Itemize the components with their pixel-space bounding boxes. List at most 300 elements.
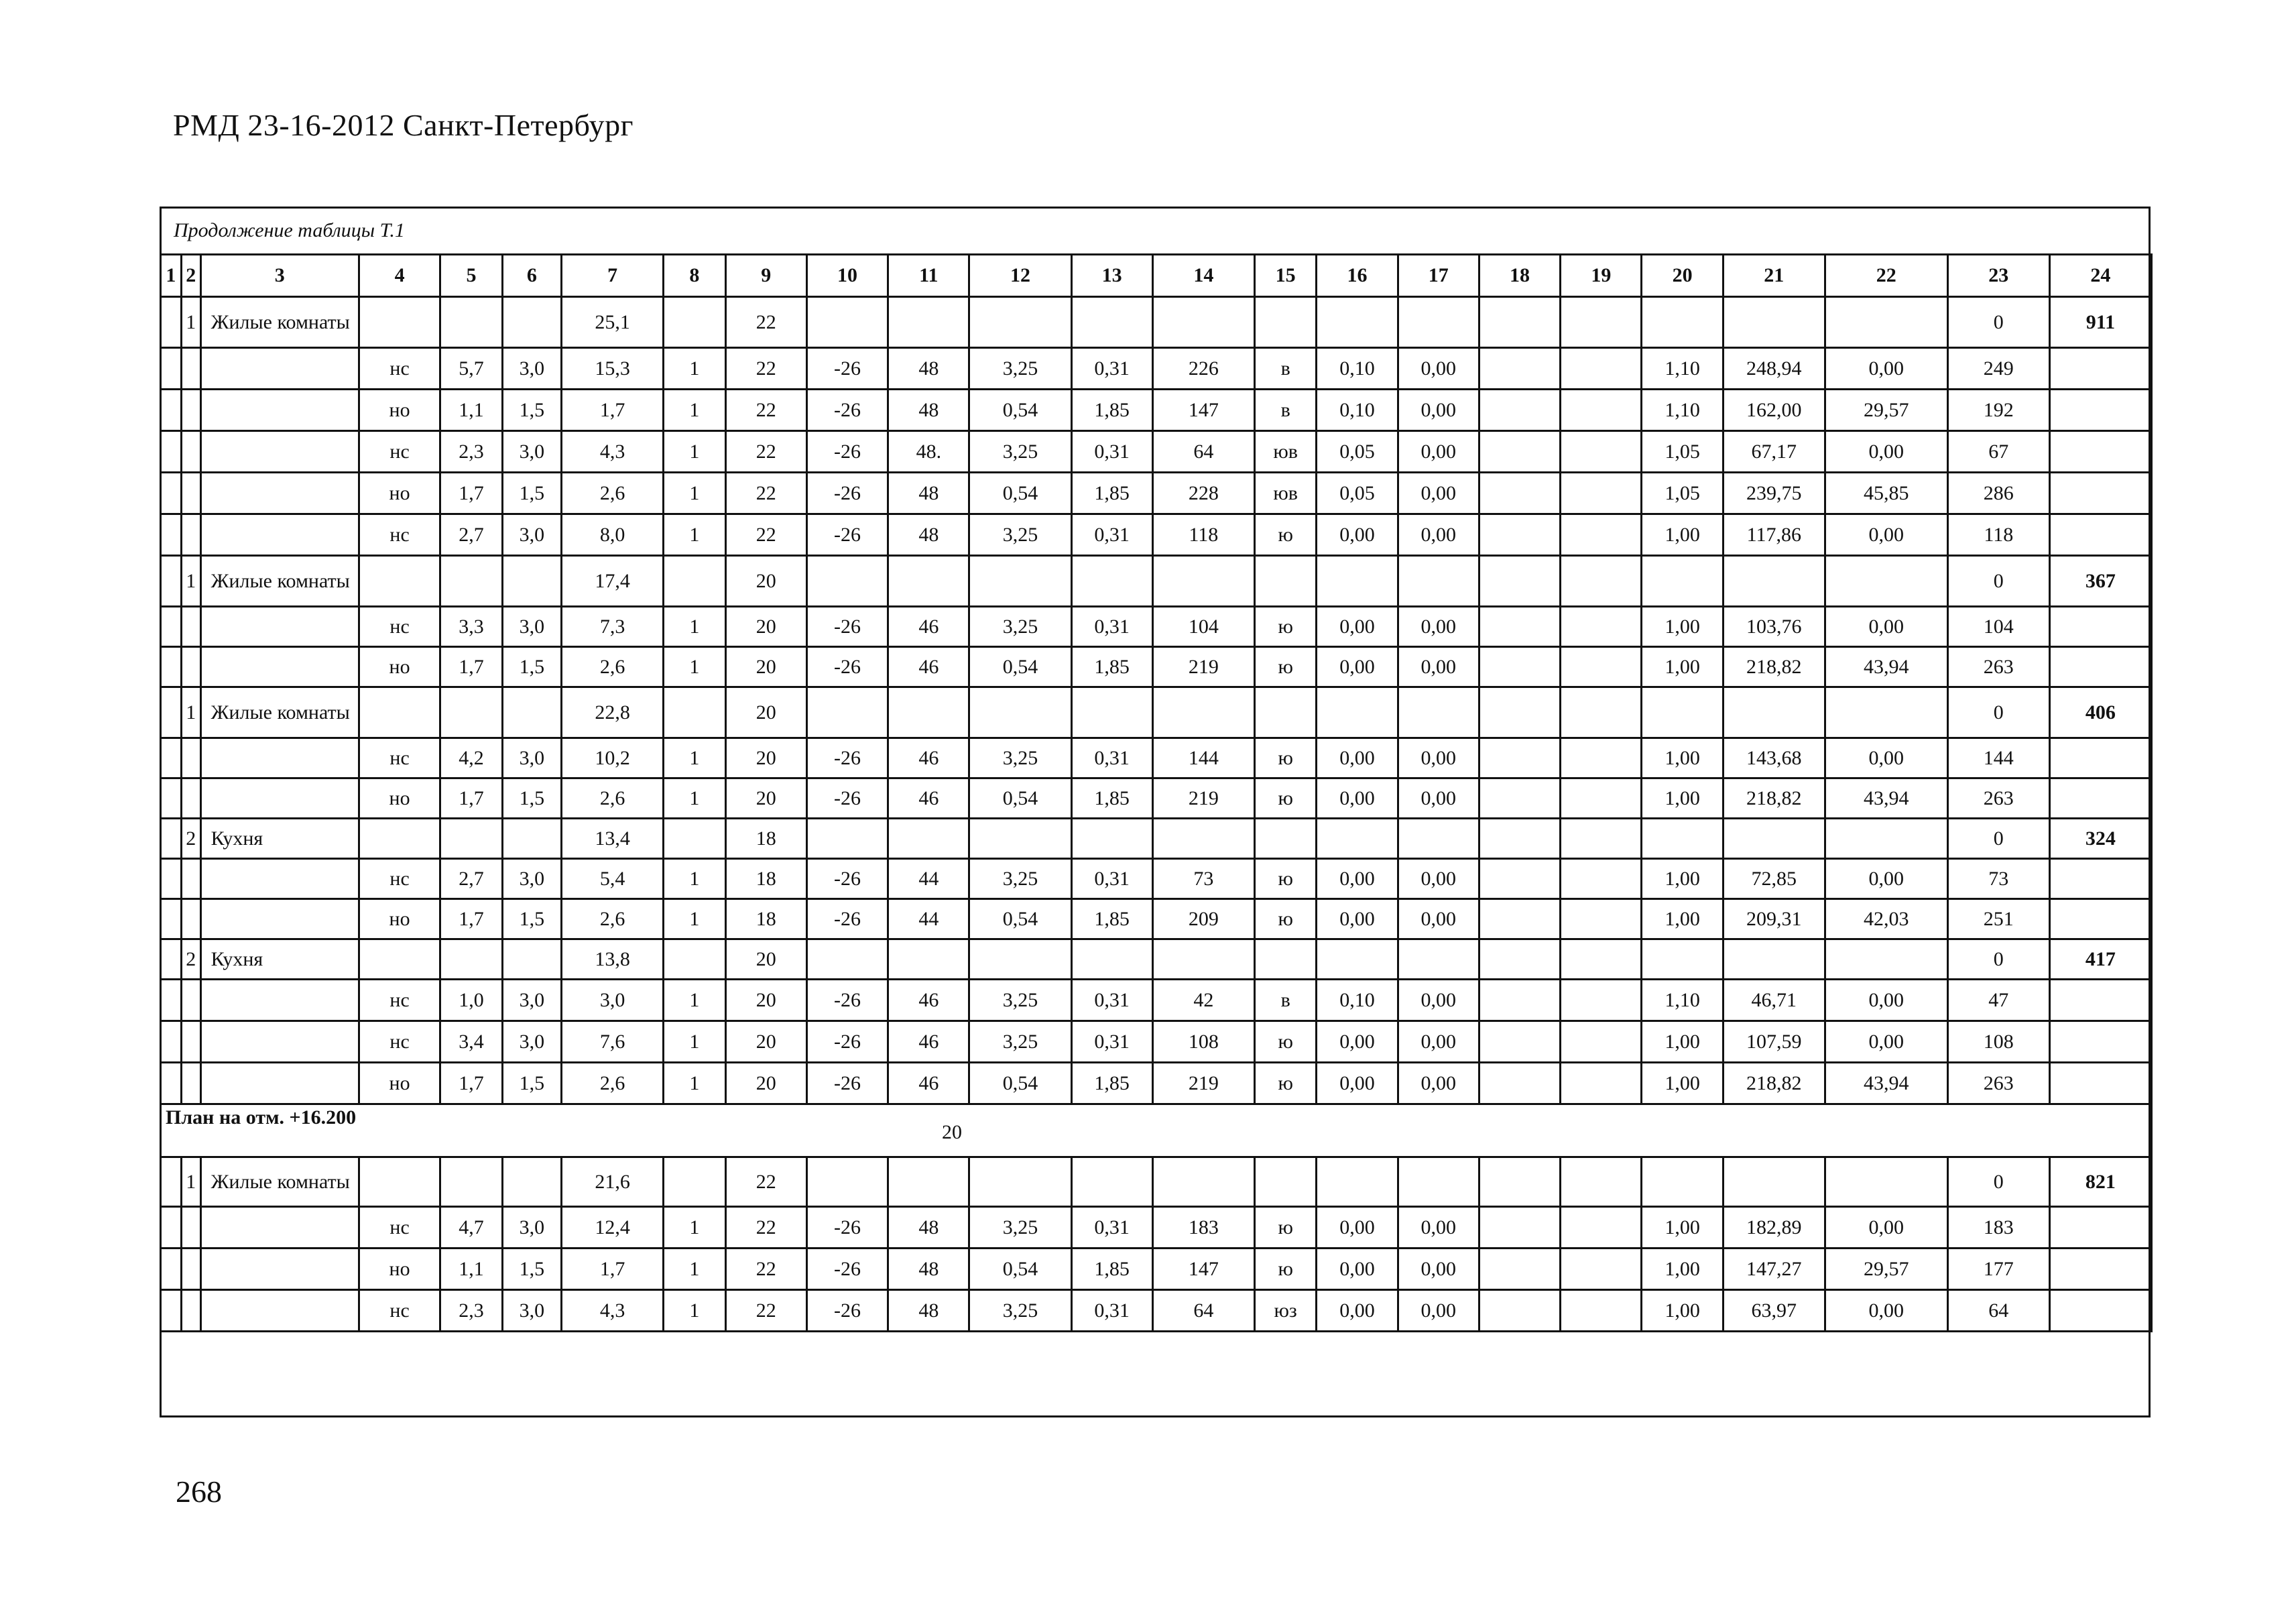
table-cell: 1,7 bbox=[440, 778, 502, 819]
table-row bbox=[161, 819, 2152, 859]
table-cell: 218,82 bbox=[1723, 647, 1825, 687]
table-cell: 0,00 bbox=[1398, 647, 1479, 687]
table-cell bbox=[181, 431, 200, 473]
table-cell: юв bbox=[1254, 473, 1316, 514]
table-cell: 1 bbox=[664, 647, 725, 687]
table-cell bbox=[161, 939, 182, 980]
table-cell: 20 bbox=[1642, 255, 1723, 297]
table-cell: 18 bbox=[725, 819, 806, 859]
table-cell: 12,4 bbox=[562, 1207, 664, 1249]
table-cell bbox=[161, 297, 182, 348]
table-cell: 209 bbox=[1152, 899, 1254, 939]
table-cell: 18 bbox=[725, 859, 806, 899]
table-cell: 0,31 bbox=[1071, 738, 1152, 778]
table-cell bbox=[200, 390, 359, 431]
table-cell: 1 bbox=[664, 899, 725, 939]
table-cell bbox=[1561, 297, 1642, 348]
table-cell bbox=[181, 738, 200, 778]
table-cell: -26 bbox=[806, 899, 888, 939]
table-cell: 3,0 bbox=[502, 1290, 561, 1332]
table-cell bbox=[502, 1157, 561, 1207]
table-cell: 2,6 bbox=[562, 1063, 664, 1104]
table-cell bbox=[1398, 819, 1479, 859]
table-cell: 0,00 bbox=[1317, 607, 1398, 647]
table-cell bbox=[1561, 1290, 1642, 1332]
table-cell: 104 bbox=[1947, 607, 2049, 647]
table-cell bbox=[1825, 297, 1947, 348]
table-cell: ю bbox=[1254, 1021, 1316, 1063]
table-cell bbox=[1317, 556, 1398, 607]
table-cell bbox=[1254, 939, 1316, 980]
table-cell: -26 bbox=[806, 738, 888, 778]
table-cell: 3 bbox=[200, 255, 359, 297]
table-cell: 2,6 bbox=[562, 473, 664, 514]
table-cell bbox=[161, 1021, 182, 1063]
table-cell: 219 bbox=[1152, 647, 1254, 687]
table-cell bbox=[502, 297, 561, 348]
table-cell bbox=[161, 1157, 182, 1207]
table-cell: ю bbox=[1254, 899, 1316, 939]
table-cell bbox=[1317, 687, 1398, 738]
table-cell: 1,85 bbox=[1071, 647, 1152, 687]
table-cell: 0,31 bbox=[1071, 859, 1152, 899]
table-cell: 3,0 bbox=[502, 1021, 561, 1063]
table-cell bbox=[888, 556, 969, 607]
table-cell: 46 bbox=[888, 1063, 969, 1104]
table-cell bbox=[200, 1290, 359, 1332]
table-cell: 1 bbox=[664, 980, 725, 1021]
table-cell: 46 bbox=[888, 980, 969, 1021]
table-cell bbox=[161, 1290, 182, 1332]
table-cell: 1,00 bbox=[1642, 607, 1723, 647]
table-cell bbox=[1723, 939, 1825, 980]
table-cell bbox=[161, 819, 182, 859]
table-cell: 0,00 bbox=[1317, 899, 1398, 939]
table-cell: 1,5 bbox=[502, 778, 561, 819]
table-cell bbox=[359, 687, 440, 738]
table-cell bbox=[1561, 473, 1642, 514]
table-cell: 218,82 bbox=[1723, 1063, 1825, 1104]
table-cell: 1,00 bbox=[1642, 647, 1723, 687]
table-cell: но bbox=[359, 473, 440, 514]
table-cell bbox=[200, 980, 359, 1021]
table-cell: 43,94 bbox=[1825, 1063, 1947, 1104]
table-cell: 218,82 bbox=[1723, 778, 1825, 819]
table-cell: нс bbox=[359, 1207, 440, 1249]
table-cell bbox=[1479, 390, 1560, 431]
table-cell bbox=[2049, 514, 2151, 556]
table-cell: 1,7 bbox=[440, 473, 502, 514]
table-cell bbox=[1071, 819, 1152, 859]
table-cell: 821 bbox=[2049, 1157, 2151, 1207]
table-cell bbox=[1479, 556, 1560, 607]
table-cell: 2,7 bbox=[440, 859, 502, 899]
table-cell: 263 bbox=[1947, 647, 2049, 687]
table-cell: 144 bbox=[1152, 738, 1254, 778]
table-cell bbox=[1398, 687, 1479, 738]
table-cell bbox=[2049, 390, 2151, 431]
table-cell bbox=[1561, 607, 1642, 647]
table-cell: 2,6 bbox=[562, 778, 664, 819]
table-cell bbox=[1642, 687, 1723, 738]
table-cell: Жилые комнаты bbox=[200, 687, 359, 738]
table-cell: 3,0 bbox=[502, 980, 561, 1021]
table-cell: 48 bbox=[888, 1290, 969, 1332]
table-cell bbox=[806, 1157, 888, 1207]
table-cell bbox=[664, 556, 725, 607]
table-cell: 1 bbox=[664, 859, 725, 899]
table-row bbox=[161, 859, 2152, 899]
table-cell: 0,54 bbox=[969, 1063, 1071, 1104]
table-cell bbox=[1825, 556, 1947, 607]
table-cell: нс bbox=[359, 1021, 440, 1063]
table-cell: 1 bbox=[664, 390, 725, 431]
table-cell bbox=[1561, 687, 1642, 738]
table-cell bbox=[1152, 939, 1254, 980]
table-row bbox=[161, 1063, 2152, 1104]
table-cell: нс bbox=[359, 859, 440, 899]
table-cell: 42,03 bbox=[1825, 899, 1947, 939]
table-cell: 7,3 bbox=[562, 607, 664, 647]
table-cell bbox=[181, 473, 200, 514]
table-cell bbox=[200, 607, 359, 647]
table-cell: 0,00 bbox=[1317, 778, 1398, 819]
table-cell: 4,3 bbox=[562, 431, 664, 473]
table-cell: 0,54 bbox=[969, 1249, 1071, 1290]
table-cell: в bbox=[1254, 348, 1316, 390]
table-cell: 1 bbox=[181, 687, 200, 738]
table-cell: 0,00 bbox=[1825, 738, 1947, 778]
table-cell: в bbox=[1254, 980, 1316, 1021]
table-cell: в bbox=[1254, 390, 1316, 431]
table-cell: 1,00 bbox=[1642, 1021, 1723, 1063]
table-cell: 4,3 bbox=[562, 1290, 664, 1332]
table-cell: 367 bbox=[2049, 556, 2151, 607]
table-cell bbox=[1561, 647, 1642, 687]
table-cell bbox=[1561, 431, 1642, 473]
table-cell: 1,00 bbox=[1642, 778, 1723, 819]
table-cell: -26 bbox=[806, 348, 888, 390]
table-cell bbox=[1071, 687, 1152, 738]
table-cell bbox=[2049, 778, 2151, 819]
table-cell: 13 bbox=[1071, 255, 1152, 297]
table-cell: но bbox=[359, 778, 440, 819]
table-cell bbox=[200, 348, 359, 390]
table-row bbox=[161, 1021, 2152, 1063]
table-cell: 3,25 bbox=[969, 738, 1071, 778]
table-cell: 22,8 bbox=[562, 687, 664, 738]
table-cell: 3,25 bbox=[969, 859, 1071, 899]
table-cell bbox=[1723, 297, 1825, 348]
table-cell bbox=[359, 939, 440, 980]
table-cell: 226 bbox=[1152, 348, 1254, 390]
table-cell: 1 bbox=[664, 738, 725, 778]
table-cell: 46,71 bbox=[1723, 980, 1825, 1021]
table-cell: 162,00 bbox=[1723, 390, 1825, 431]
table-cell bbox=[1479, 778, 1560, 819]
table-row bbox=[161, 390, 2152, 431]
table-cell: 7 bbox=[562, 255, 664, 297]
table-cell: 47 bbox=[1947, 980, 2049, 1021]
table-cell bbox=[1479, 1249, 1560, 1290]
table-cell: 67 bbox=[1947, 431, 2049, 473]
table-cell: 24 bbox=[2049, 255, 2151, 297]
table-cell bbox=[2049, 1021, 2151, 1063]
table-row bbox=[161, 1207, 2152, 1249]
table-cell bbox=[1479, 1290, 1560, 1332]
table-cell bbox=[2049, 1249, 2151, 1290]
table-cell bbox=[1398, 939, 1479, 980]
table-cell: 0,31 bbox=[1071, 514, 1152, 556]
table-cell: 118 bbox=[1947, 514, 2049, 556]
table-cell: 67,17 bbox=[1723, 431, 1825, 473]
data-table-frame bbox=[160, 207, 2151, 1417]
table-row bbox=[161, 738, 2152, 778]
table-cell: 1,00 bbox=[1642, 859, 1723, 899]
table-cell: 64 bbox=[1947, 1290, 2049, 1332]
table-cell bbox=[1561, 514, 1642, 556]
table-cell bbox=[1398, 1157, 1479, 1207]
table-cell bbox=[359, 297, 440, 348]
table-cell: 1 bbox=[664, 348, 725, 390]
table-cell: 0,00 bbox=[1398, 738, 1479, 778]
table-cell: 1,5 bbox=[502, 473, 561, 514]
table-cell bbox=[664, 939, 725, 980]
table-cell: нс bbox=[359, 514, 440, 556]
table-cell: 63,97 bbox=[1723, 1290, 1825, 1332]
table-cell bbox=[888, 687, 969, 738]
table-cell: 1 bbox=[161, 255, 182, 297]
table-cell bbox=[1479, 738, 1560, 778]
table-cell: 3,4 bbox=[440, 1021, 502, 1063]
table-cell: 48 bbox=[888, 348, 969, 390]
table-cell: 228 bbox=[1152, 473, 1254, 514]
table-cell: ю bbox=[1254, 1207, 1316, 1249]
table-cell bbox=[200, 778, 359, 819]
table-cell: 1,00 bbox=[1642, 1063, 1723, 1104]
table-cell: 0,00 bbox=[1398, 514, 1479, 556]
table-cell: 1,85 bbox=[1071, 390, 1152, 431]
page-number: 268 bbox=[176, 1474, 222, 1509]
table-cell: 1,00 bbox=[1642, 1249, 1723, 1290]
table-cell bbox=[1479, 1157, 1560, 1207]
table-cell: ю bbox=[1254, 1063, 1316, 1104]
table-cell bbox=[1071, 556, 1152, 607]
table-cell bbox=[161, 1207, 182, 1249]
table-cell bbox=[1479, 607, 1560, 647]
table-cell: 4,2 bbox=[440, 738, 502, 778]
table-cell bbox=[1071, 1157, 1152, 1207]
table-row bbox=[161, 607, 2152, 647]
table-cell: нс bbox=[359, 348, 440, 390]
table-cell: 0,00 bbox=[1317, 647, 1398, 687]
table-cell: 3,25 bbox=[969, 514, 1071, 556]
table-cell: 1,85 bbox=[1071, 778, 1152, 819]
table-cell: 1,00 bbox=[1642, 1207, 1723, 1249]
table-cell bbox=[888, 819, 969, 859]
table-cell: 3,25 bbox=[969, 431, 1071, 473]
table-cell: 2,6 bbox=[562, 899, 664, 939]
table-cell bbox=[1561, 899, 1642, 939]
table-cell: 1 bbox=[664, 1207, 725, 1249]
table-cell: 0 bbox=[1947, 297, 2049, 348]
table-cell: 22 bbox=[725, 431, 806, 473]
table-cell bbox=[161, 899, 182, 939]
table-cell: 182,89 bbox=[1723, 1207, 1825, 1249]
table-cell bbox=[1317, 1157, 1398, 1207]
table-cell: 3,25 bbox=[969, 1207, 1071, 1249]
table-cell bbox=[1152, 687, 1254, 738]
table-cell: 103,76 bbox=[1723, 607, 1825, 647]
table-cell: 2,7 bbox=[440, 514, 502, 556]
table-cell bbox=[161, 1249, 182, 1290]
table-cell: 64 bbox=[1152, 431, 1254, 473]
table-cell: 108 bbox=[1152, 1021, 1254, 1063]
table-cell bbox=[200, 738, 359, 778]
table-cell: 118 bbox=[1152, 514, 1254, 556]
table-cell: 1,10 bbox=[1642, 980, 1723, 1021]
header-row bbox=[161, 255, 2152, 297]
table-cell bbox=[1254, 1157, 1316, 1207]
table-cell: 0,00 bbox=[1398, 431, 1479, 473]
table-cell bbox=[969, 1157, 1071, 1207]
table-cell: но bbox=[359, 1063, 440, 1104]
table-cell: Жилые комнаты bbox=[200, 297, 359, 348]
table-cell bbox=[161, 473, 182, 514]
table-row bbox=[161, 1249, 2152, 1290]
table-cell bbox=[1561, 819, 1642, 859]
table-cell: 0,00 bbox=[1317, 514, 1398, 556]
table-cell: 11 bbox=[888, 255, 969, 297]
table-cell: 22 bbox=[725, 1290, 806, 1332]
table-cell: 10 bbox=[806, 255, 888, 297]
table-cell: 64 bbox=[1152, 1290, 1254, 1332]
table-cell: 46 bbox=[888, 778, 969, 819]
table-cell: 10,2 bbox=[562, 738, 664, 778]
table-cell bbox=[181, 778, 200, 819]
table-cell bbox=[181, 647, 200, 687]
table-cell bbox=[969, 819, 1071, 859]
table-cell: 0,05 bbox=[1317, 431, 1398, 473]
table-cell: 18 bbox=[1479, 255, 1560, 297]
table-cell: 15,3 bbox=[562, 348, 664, 390]
table-cell: 0,00 bbox=[1398, 859, 1479, 899]
table-cell bbox=[1561, 348, 1642, 390]
table-cell: нс bbox=[359, 738, 440, 778]
table-cell bbox=[888, 939, 969, 980]
table-cell bbox=[181, 1249, 200, 1290]
table-cell: 46 bbox=[888, 647, 969, 687]
table-row bbox=[161, 431, 2152, 473]
table-cell: 3,0 bbox=[502, 348, 561, 390]
table-cell bbox=[200, 859, 359, 899]
table-cell bbox=[1479, 819, 1560, 859]
table-cell: 209,31 bbox=[1723, 899, 1825, 939]
table-cell bbox=[1642, 556, 1723, 607]
table-cell: -26 bbox=[806, 431, 888, 473]
table-cell: 0,00 bbox=[1398, 473, 1479, 514]
table-cell: 2 bbox=[181, 819, 200, 859]
table-cell bbox=[1642, 939, 1723, 980]
table-cell: 0,00 bbox=[1398, 390, 1479, 431]
table-cell: 0,00 bbox=[1398, 899, 1479, 939]
table-cell: 3,0 bbox=[502, 738, 561, 778]
table-cell bbox=[1317, 939, 1398, 980]
table-cell: 22 bbox=[725, 514, 806, 556]
table-cell: 0 bbox=[1947, 556, 2049, 607]
table-cell: 147 bbox=[1152, 390, 1254, 431]
table-cell: 3,25 bbox=[969, 607, 1071, 647]
table-cell bbox=[1254, 687, 1316, 738]
table-cell: но bbox=[359, 390, 440, 431]
table-cell: 73 bbox=[1947, 859, 2049, 899]
table-cell: 1 bbox=[664, 607, 725, 647]
table-cell: 0,00 bbox=[1825, 1207, 1947, 1249]
table-cell: нс bbox=[359, 980, 440, 1021]
table-cell: 0,00 bbox=[1398, 778, 1479, 819]
table-cell bbox=[1561, 738, 1642, 778]
table-cell: 21,6 bbox=[562, 1157, 664, 1207]
table-cell: 48 bbox=[888, 514, 969, 556]
table-cell: 1,00 bbox=[1642, 738, 1723, 778]
table-cell bbox=[664, 1157, 725, 1207]
table-cell bbox=[2049, 431, 2151, 473]
table-cell bbox=[181, 1063, 200, 1104]
table-cell: 1,00 bbox=[1642, 514, 1723, 556]
table-cell: 0,00 bbox=[1825, 607, 1947, 647]
table-cell bbox=[2049, 859, 2151, 899]
document-title: РМД 23-16-2012 Санкт-Петербург bbox=[173, 108, 634, 142]
table-cell bbox=[2049, 607, 2151, 647]
table-cell: 21 bbox=[1723, 255, 1825, 297]
table-cell: 0,00 bbox=[1317, 1290, 1398, 1332]
table-cell bbox=[1561, 1207, 1642, 1249]
table-cell: Кухня bbox=[200, 939, 359, 980]
table-cell: 0 bbox=[1947, 819, 2049, 859]
table-cell: 1 bbox=[664, 1249, 725, 1290]
table-row bbox=[161, 473, 2152, 514]
table-cell bbox=[181, 1290, 200, 1332]
table-cell: 0,00 bbox=[1398, 1021, 1479, 1063]
table-cell bbox=[1398, 297, 1479, 348]
table-cell: 1 bbox=[664, 473, 725, 514]
table-cell: ю bbox=[1254, 738, 1316, 778]
table-cell: 0,00 bbox=[1825, 1021, 1947, 1063]
table-cell: 1,7 bbox=[440, 1063, 502, 1104]
table-cell: 1,85 bbox=[1071, 899, 1152, 939]
table-cell: 107,59 bbox=[1723, 1021, 1825, 1063]
table-cell: ю bbox=[1254, 859, 1316, 899]
table-cell: 25,1 bbox=[562, 297, 664, 348]
table-cell: 14 bbox=[1152, 255, 1254, 297]
table-cell: -26 bbox=[806, 514, 888, 556]
table-cell bbox=[200, 1021, 359, 1063]
table-cell: 1,85 bbox=[1071, 473, 1152, 514]
table-cell: 1,10 bbox=[1642, 348, 1723, 390]
table-cell: 1 bbox=[181, 297, 200, 348]
table-cell: -26 bbox=[806, 390, 888, 431]
table-cell: 5,4 bbox=[562, 859, 664, 899]
table-cell: 7,6 bbox=[562, 1021, 664, 1063]
table-cell bbox=[888, 297, 969, 348]
table-row bbox=[161, 1157, 2152, 1207]
table-cell bbox=[161, 390, 182, 431]
table-cell: 1,5 bbox=[502, 1249, 561, 1290]
table-cell: 72,85 bbox=[1723, 859, 1825, 899]
table-cell: 18 bbox=[725, 899, 806, 939]
table-cell: 1 bbox=[181, 1157, 200, 1207]
table-cell bbox=[181, 980, 200, 1021]
